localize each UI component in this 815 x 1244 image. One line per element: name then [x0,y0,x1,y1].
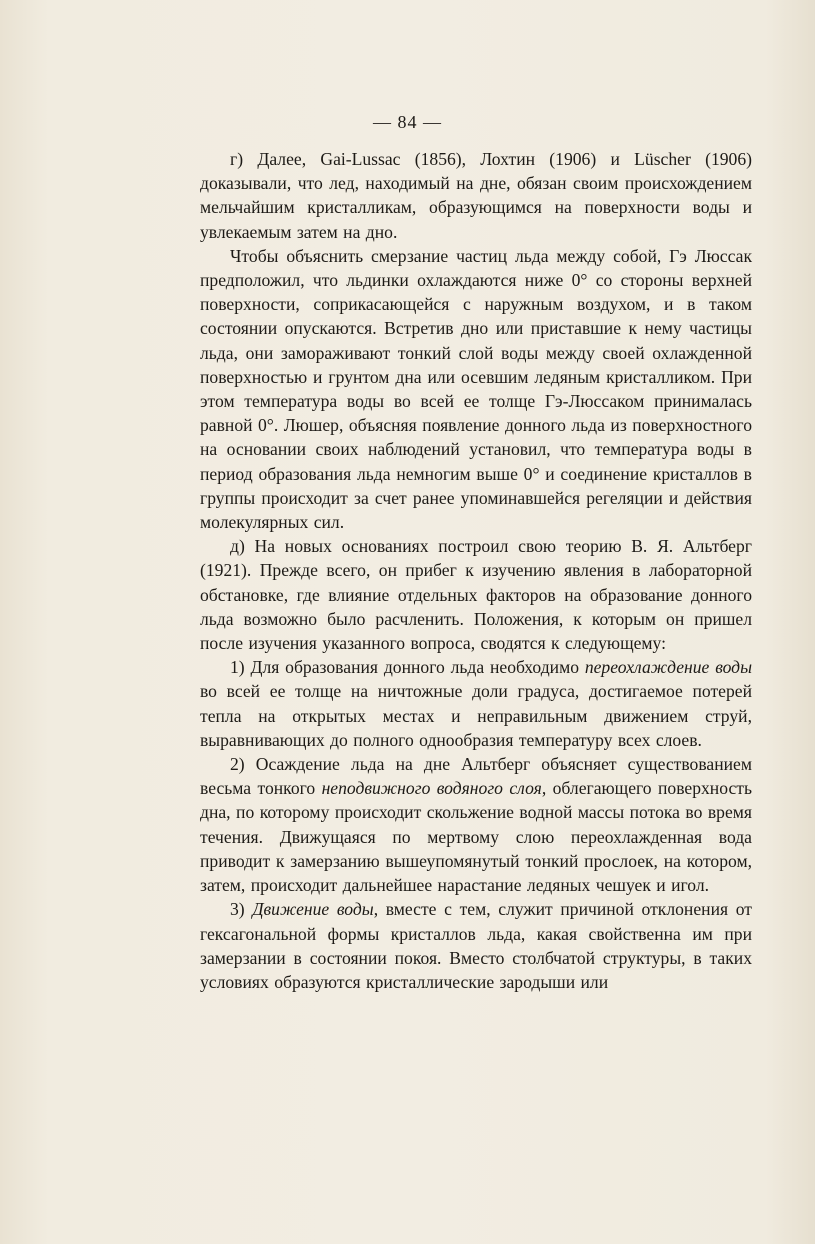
text-span: во всей ее толще на ничтожные доли градуса, достигаемое потерей тепла на открытых местах и неправильным движением струй, выравнивающих до полного однообразия температуру всех слоев. [200,681,752,750]
italic-term: переохлаждение воды [584,657,752,678]
paragraph-point-1 [200,655,752,752]
page-number: — 84 — [373,112,442,132]
paragraph-point-3 [200,897,752,994]
italic-term: неподвижного водяного слоя [321,778,542,799]
text-span: г) Далее, Gai-Lussac (1856), Лохтин (1906) и Lüscher (1906) доказывали, что лед, находимый на дне, обязан своим происхождением мельчайшим кристалликам, образующимся на поверхности воды и увлекаемым затем на дно. [200,149,752,242]
paragraph-gay-lussac [200,244,752,534]
paragraph-g [200,147,752,244]
paragraph-d [200,534,752,655]
text-span: , вместе с тем, служит причиной отклонения от гексагональной формы кристаллов льда, какая свойственна им при замерзании в состоянии покоя. Вместо столбчатой структуры, в таких условиях образуются кристаллические зародыши или [200,899,752,992]
text-span: 2) Осаждение льда на дне Альтберг объясняет существованием весьма тонкого [200,754,752,799]
italic-term: Движение воды [252,899,374,920]
body-text [200,147,752,994]
text-span: Чтобы объяснить смерзание частиц льда между собой, Гэ Люссак предположил, что льдинки охлаждаются ниже 0° со стороны верхней поверхности, соприкасающейся с наружным воздухом, и в таком состоянии опускаются. Встретив дно или приставшие к нему частицы льда, они замораживают тонкий слой воды между своей охлажденной поверхностью и грунтом дна или осевшим ледяным кристалликом. При этом температура воды во всей ее толще Гэ-Люссаком принималась равной 0°. Люшер, объясняя появление донного льда из поверхностного на основании своих наблюдений установил, что температура воды в период образования льда немногим выше 0° и соединение кристаллов в группы происходит за счет ранее упоминавшейся регеляции и действия молекулярных сил. [200,245,752,533]
text-span: , облегающего поверхность дна, по которому происходит скольжение водной массы потока во время течения. Движущаяся по мертвому слою переохлажденная вода приводит к замерзанию вышеупомянутый тонкий прослоек, на котором, затем, происходит дальнейшее нарастание ледяных чешуек и игол. [200,778,752,896]
text-span: 1) Для образования донного льда необходимо [230,657,585,678]
text-span: д) На новых основаниях построил свою теорию В. Я. Альтберг (1921). Прежде всего, он прибег к изучению явления в лабораторной обстановке, где влияние отдельных факторов на образование донного льда возможно было расчленить. Положения, к которым он пришел после изучения указанного вопроса, сводятся к следующему: [200,536,752,654]
paragraph-point-2 [200,752,752,897]
text-span: 3) [230,899,253,920]
